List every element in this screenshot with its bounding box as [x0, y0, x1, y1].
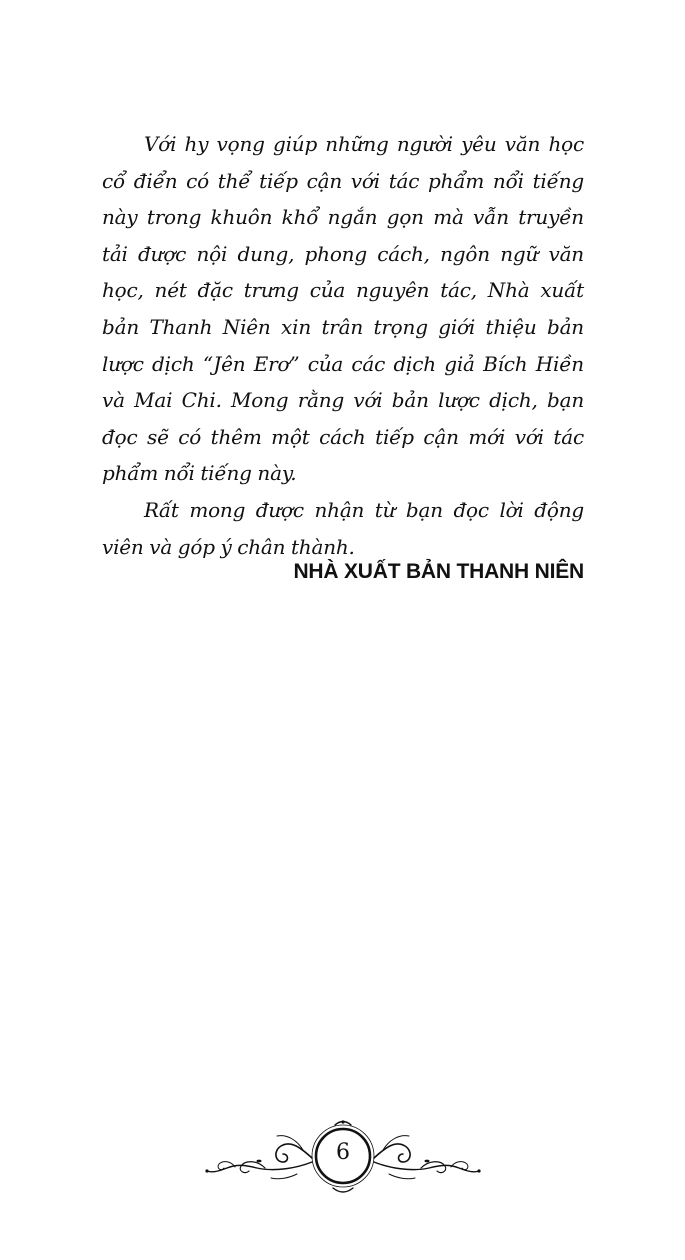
body-text	[102, 126, 584, 565]
paragraph-intro: Với hy vọng giúp những người yêu văn học cổ điển có thể tiếp cận với tác phẩm nổi tiếng này trong khuôn khổ ngắn gọn mà vẫn truyền tải được nội dung, phong cách, ngôn ngữ văn học, nét đặc trưng của nguyên tác, Nhà xuất bản Thanh Niên xin trân trọng giới thiệu bản lược dịch “Jên Erơ” của các dịch giả Bích Hiền và Mai Chi. Mong rằng với bản lược dịch, bạn đọc sẽ có thêm một cách tiếp cận mới với tác phẩm nổi tiếng này.	[102, 132, 584, 486]
paragraph-closing: Rất mong được nhận từ bạn đọc lời động viên và góp ý chân thành.	[102, 497, 584, 559]
page-number: 6	[336, 1140, 350, 1165]
publisher-signature: NHÀ XUẤT BẢN THANH NIÊN	[293, 560, 584, 583]
